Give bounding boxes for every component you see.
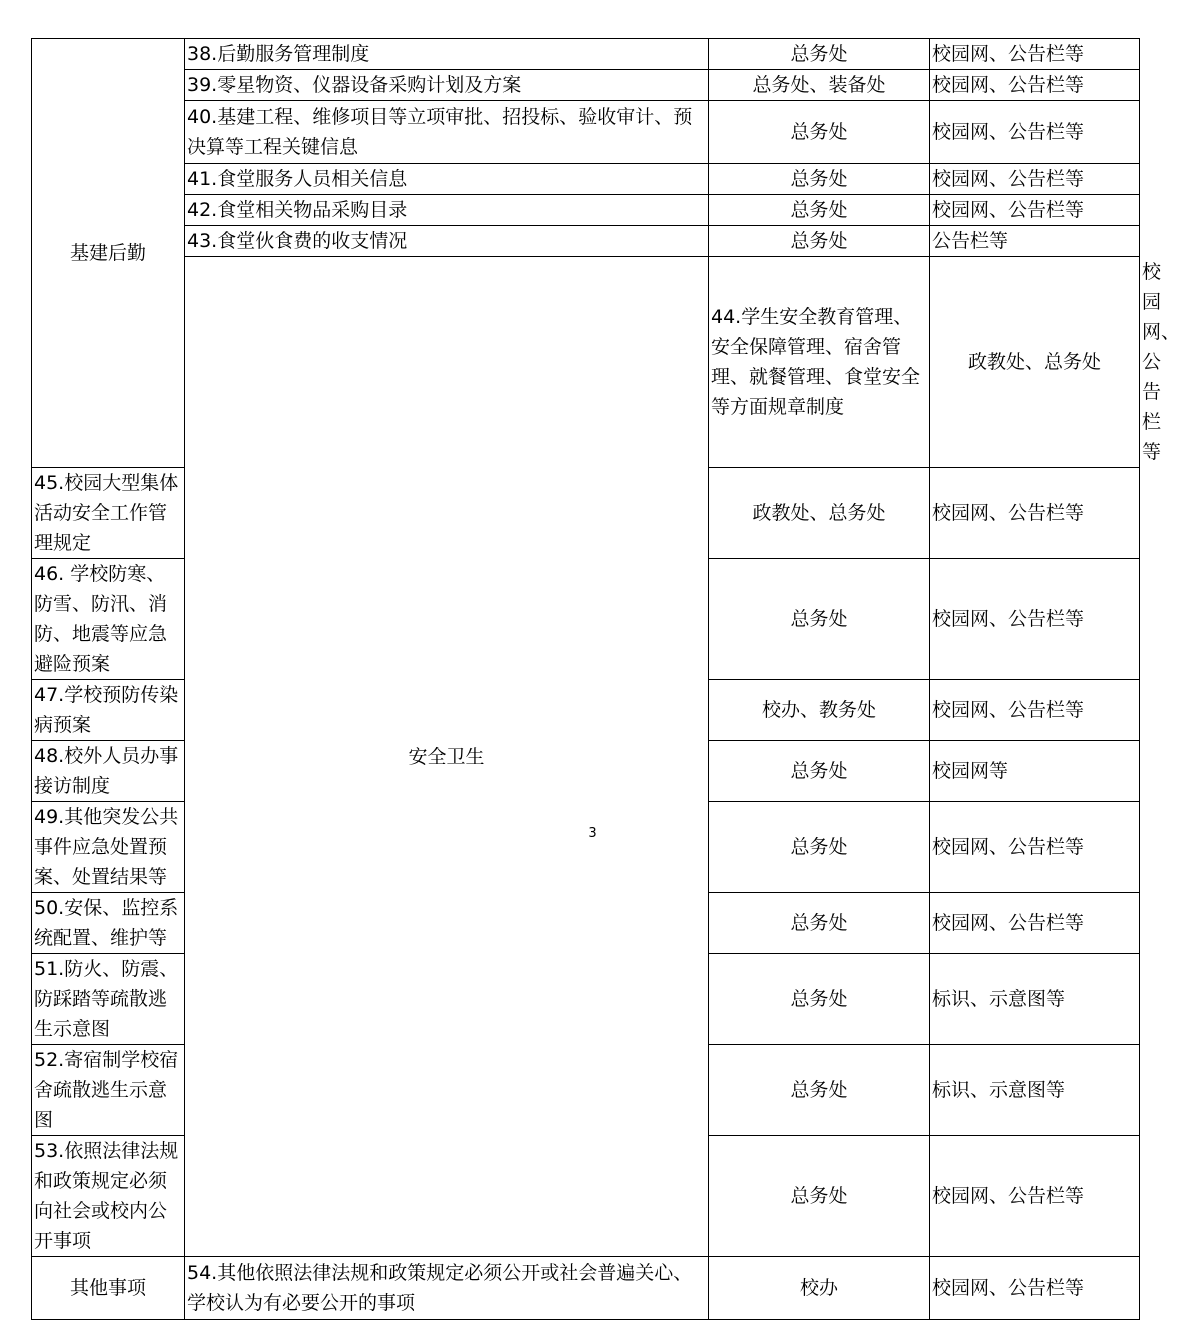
table-row — [32, 226, 1140, 257]
item-cell: 40.基建工程、维修项目等立项审批、招投标、验收审计、预决算等工程关键信息 — [185, 101, 709, 164]
table-row — [32, 39, 1140, 70]
item-cell: 49.其他突发公共事件应急处置预案、处置结果等 — [32, 802, 185, 893]
item-cell: 44.学生安全教育管理、安全保障管理、宿舍管理、就餐管理、食堂安全等方面规章制度 — [709, 257, 930, 468]
channel-cell: 校园网、公告栏等 — [930, 468, 1140, 559]
department-cell: 政教处、总务处 — [709, 468, 930, 559]
department-cell: 总务处 — [709, 195, 930, 226]
department-cell: 总务处 — [709, 226, 930, 257]
department-cell: 总务处 — [709, 39, 930, 70]
item-cell: 43.食堂伙食费的收支情况 — [185, 226, 709, 257]
department-cell: 总务处 — [709, 559, 930, 680]
channel-cell: 标识、示意图等 — [930, 1045, 1140, 1136]
channel-cell: 校园网、公告栏等 — [930, 893, 1140, 954]
table-row — [32, 101, 1140, 164]
department-cell: 总务处 — [709, 954, 930, 1045]
channel-cell: 校园网、公告栏等 — [930, 1257, 1140, 1320]
channel-cell: 校园网等 — [930, 741, 1140, 802]
item-cell: 38.后勤服务管理制度 — [185, 39, 709, 70]
department-cell: 总务处 — [709, 1136, 930, 1257]
item-cell: 45.校园大型集体活动安全工作管理规定 — [32, 468, 185, 559]
item-cell: 50.安保、监控系统配置、维护等 — [32, 893, 185, 954]
department-cell: 政教处、总务处 — [930, 257, 1140, 468]
channel-cell: 公告栏等 — [930, 226, 1140, 257]
department-cell: 总务处、装备处 — [709, 70, 930, 101]
department-cell: 校办、教务处 — [709, 680, 930, 741]
item-cell: 54.其他依照法律法规和政策规定必须公开或社会普遍关心、学校认为有必要公开的事项 — [185, 1257, 709, 1320]
department-cell: 总务处 — [709, 101, 930, 164]
channel-cell: 校园网、公告栏等 — [930, 559, 1140, 680]
department-cell: 总务处 — [709, 741, 930, 802]
channel-cell: 校园网、公告栏等 — [930, 1136, 1140, 1257]
page-number: 3 — [588, 826, 597, 841]
table-row: 安全卫生 44.学生安全教育管理、安全保障管理、宿舍管理、就餐管理、食堂安全等方面规章制度 政教处、总务处 校园网、公告栏等 — [32, 257, 1140, 468]
channel-cell: 校园网、公告栏等 — [930, 70, 1140, 101]
category-cell: 安全卫生 — [185, 257, 709, 1257]
channel-cell: 校园网、公告栏等 — [930, 802, 1140, 893]
category-cell: 基建后勤 — [32, 39, 185, 468]
item-cell: 52.寄宿制学校宿舍疏散逃生示意图 — [32, 1045, 185, 1136]
disclosure-table — [31, 38, 1181, 1320]
channel-cell: 校园网、公告栏等 — [930, 101, 1140, 164]
department-cell: 校办 — [709, 1257, 930, 1320]
department-cell: 总务处 — [709, 802, 930, 893]
department-cell: 总务处 — [709, 1045, 930, 1136]
item-cell: 51.防火、防震、防踩踏等疏散逃生示意图 — [32, 954, 185, 1045]
item-cell: 48.校外人员办事接访制度 — [32, 741, 185, 802]
table-row — [32, 1257, 1140, 1320]
item-cell: 53.依照法律法规和政策规定必须向社会或校内公开事项 — [32, 1136, 185, 1257]
department-cell: 总务处 — [709, 164, 930, 195]
item-cell: 46. 学校防寒、防雪、防汛、消防、地震等应急避险预案 — [32, 559, 185, 680]
department-cell: 总务处 — [709, 893, 930, 954]
item-cell: 41.食堂服务人员相关信息 — [185, 164, 709, 195]
channel-cell: 标识、示意图等 — [930, 954, 1140, 1045]
item-cell: 39.零星物资、仪器设备采购计划及方案 — [185, 70, 709, 101]
channel-cell: 校园网、公告栏等 — [930, 39, 1140, 70]
channel-cell: 校园网、公告栏等 — [930, 164, 1140, 195]
channel-cell: 校园网、公告栏等 — [930, 680, 1140, 741]
table-row — [32, 195, 1140, 226]
channel-cell: 校园网、公告栏等 — [930, 195, 1140, 226]
table-row — [32, 164, 1140, 195]
category-cell: 其他事项 — [32, 1257, 185, 1320]
item-cell: 42.食堂相关物品采购目录 — [185, 195, 709, 226]
table-row — [32, 70, 1140, 101]
item-cell: 47.学校预防传染病预案 — [32, 680, 185, 741]
